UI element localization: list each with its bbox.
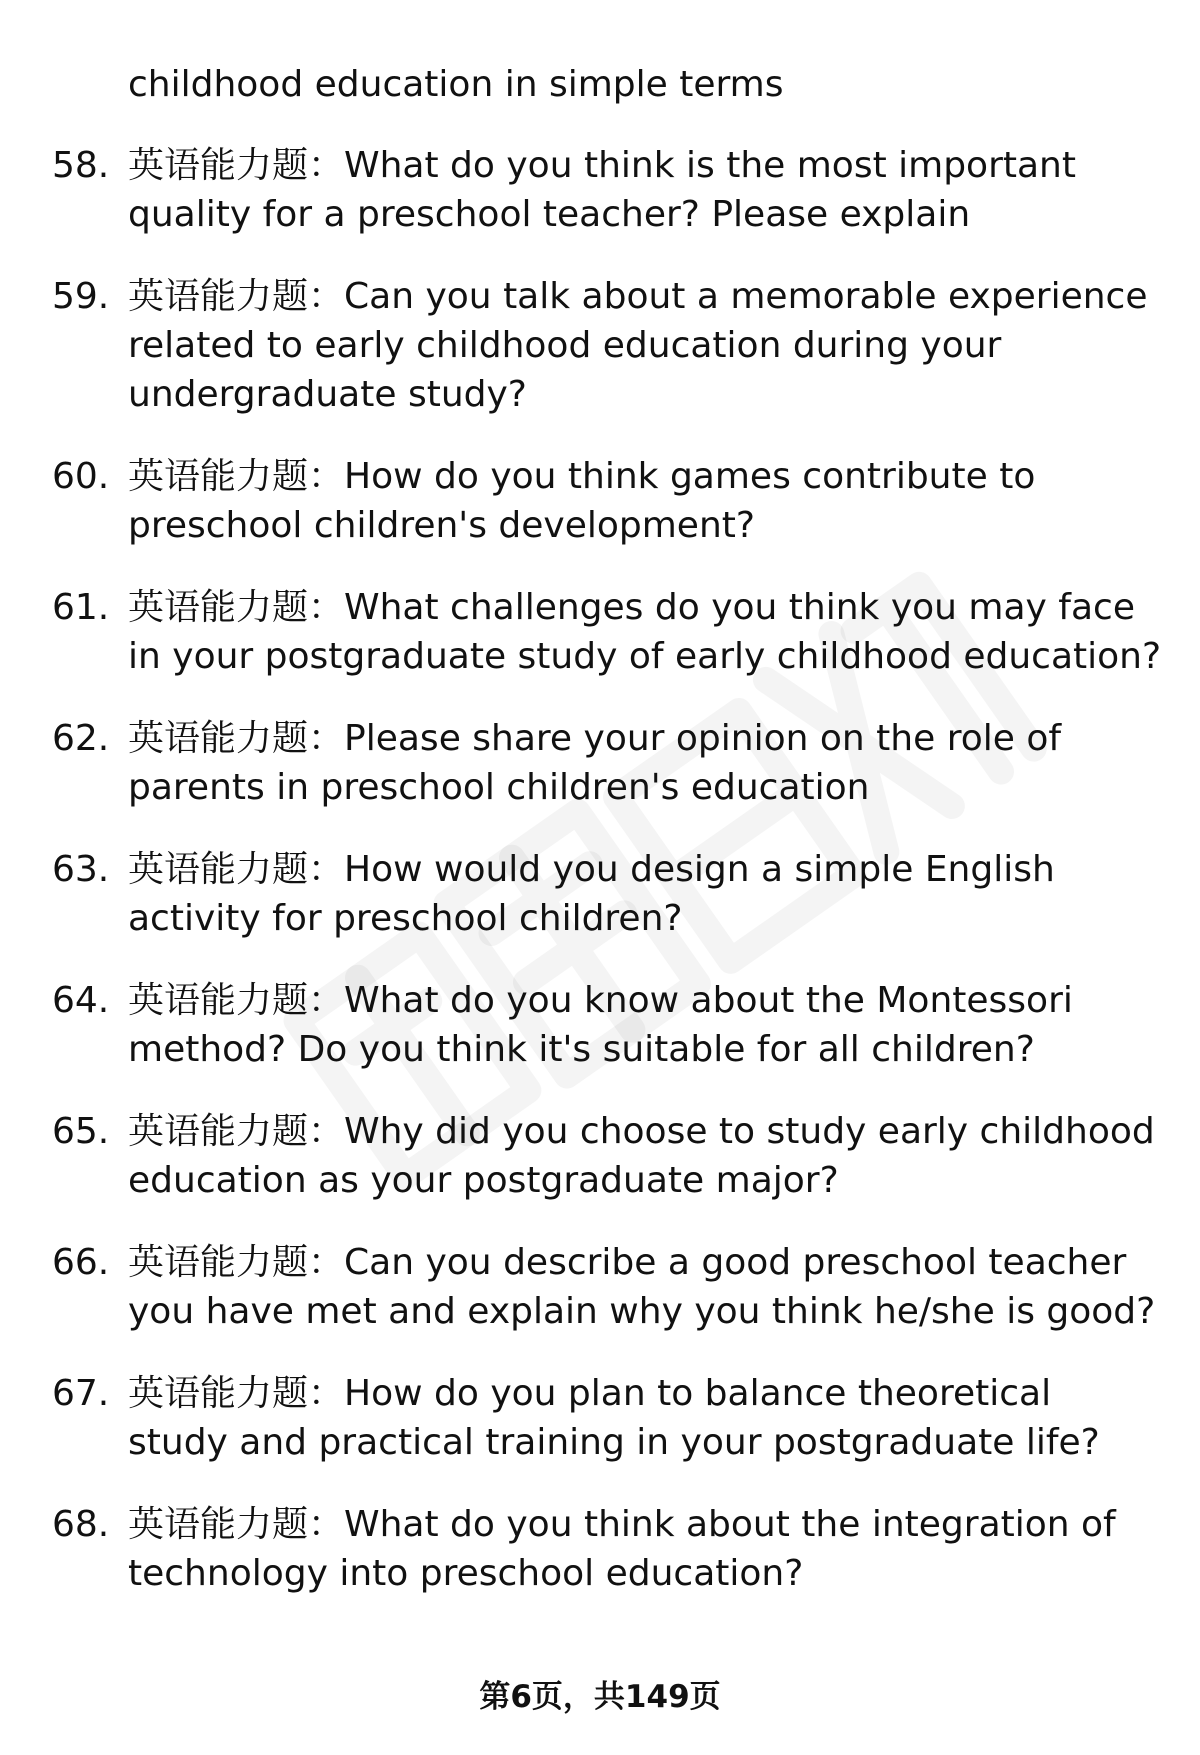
question-item	[52, 141, 1162, 239]
question-category-label: 英语能力题：	[128, 276, 345, 317]
question-category-label: 英语能力题：	[128, 718, 345, 759]
page-number: 第6页，共149页	[479, 1679, 721, 1715]
question-number: 68.	[52, 1504, 110, 1545]
question-category-label: 英语能力题：	[128, 1242, 345, 1283]
question-number: 64.	[52, 980, 110, 1021]
question-item	[52, 1369, 1162, 1467]
question-item	[52, 845, 1162, 943]
question-list	[52, 141, 1162, 1631]
question-item	[52, 1238, 1162, 1336]
question-text: What do you know about the Montessori method? Do you think it's suitable for all children?	[128, 980, 1073, 1070]
question-text: Please share your opinion on the role of parents in preschool children's education	[128, 718, 1062, 808]
question-text: Can you describe a good preschool teacher you have met and explain why you think he/she is good?	[128, 1242, 1156, 1332]
question-number: 62.	[52, 718, 110, 759]
question-text: What do you think is the most important quality for a preschool teacher? Please explain	[128, 145, 1076, 235]
question-item	[52, 1107, 1162, 1205]
question-number: 63.	[52, 849, 110, 890]
question-text: What do you think about the integration of technology into preschool education?	[128, 1504, 1116, 1594]
question-number: 61.	[52, 587, 110, 628]
question-item	[52, 452, 1162, 550]
question-category-label: 英语能力题：	[128, 587, 345, 628]
question-item	[52, 976, 1162, 1074]
question-category-label: 英语能力题：	[128, 1504, 345, 1545]
continued-question-text: childhood education in simple terms	[128, 64, 784, 105]
question-text: Can you talk about a memorable experience related to early childhood education during your undergraduate study?	[128, 276, 1148, 415]
question-item	[52, 272, 1162, 419]
question-category-label: 英语能力题：	[128, 145, 345, 186]
question-number: 66.	[52, 1242, 110, 1283]
question-text: How do you plan to balance theoretical study and practical training in your postgraduate life?	[128, 1373, 1100, 1463]
question-number: 59.	[52, 276, 110, 317]
question-category-label: 英语能力题：	[128, 980, 345, 1021]
question-item	[52, 583, 1162, 681]
question-category-label: 英语能力题：	[128, 456, 345, 497]
question-text: How would you design a simple English activity for preschool children?	[128, 849, 1055, 939]
question-item	[52, 1500, 1162, 1598]
question-category-label: 英语能力题：	[128, 1373, 345, 1414]
question-category-label: 英语能力题：	[128, 849, 345, 890]
question-text: Why did you choose to study early childhood education as your postgraduate major?	[128, 1111, 1155, 1201]
question-text: How do you think games contribute to preschool children's development?	[128, 456, 1036, 546]
question-number: 65.	[52, 1111, 110, 1152]
question-number: 60.	[52, 456, 110, 497]
question-number: 67.	[52, 1373, 110, 1414]
question-text: What challenges do you think you may face in your postgraduate study of early childhood education?	[128, 587, 1162, 677]
question-item	[52, 714, 1162, 812]
question-category-label: 英语能力题：	[128, 1111, 345, 1152]
question-number: 58.	[52, 145, 110, 186]
